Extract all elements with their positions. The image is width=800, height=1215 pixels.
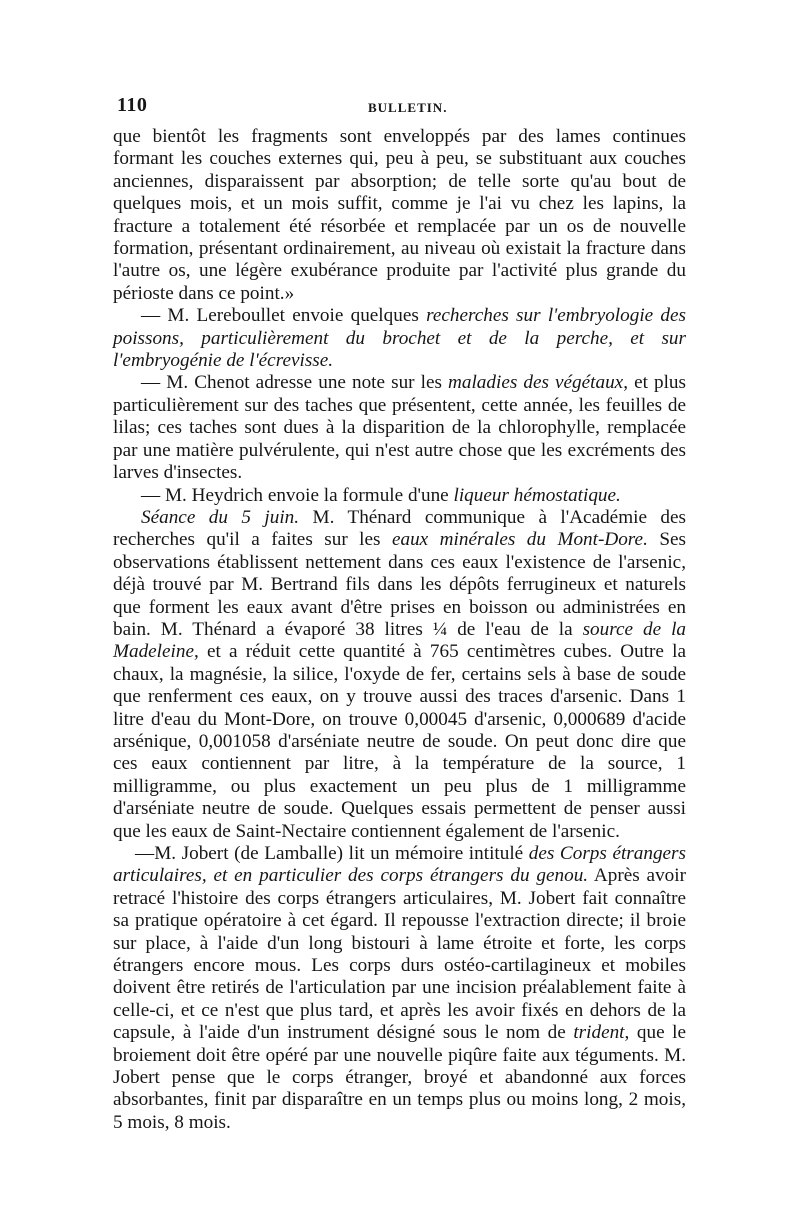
jobert-work-title: des Corps étrangers articulaires, et en particulier des corps étrangers du genou. <box>113 843 686 887</box>
page-number: 110 <box>117 94 148 116</box>
jobert-intro: —M. Jobert (de Lamballe) lit un mémoire intitulé <box>135 843 529 864</box>
heydrich-work-title: liqueur hémostatique. <box>453 484 621 506</box>
lereboullet-work-title: recherches sur l'embryologie des poissons, particulièrement du brochet et de la perche, et sur l'embryogénie de l'écrevisse. <box>113 305 686 372</box>
thenard-body-2: , et a réduit cette quantité à 765 centimètres cubes. Outre la chaux, la magnésie, la silice, l'oxyde de fer, certains sels à base de soude que renferment ces eaux, on y trouve aussi des traces d'arsenic. Dans 1 litre d'eau du Mont-Dore, on trouve 0,00045 d'arsenic, 0,000689 d'acide arsénique, 0,001058 d'arséniate neutre de soude. On peut donc dire que ces eaux contiennent par litre, à la température de la source, 1 milligramme, ou plus exactement un peu plus de 1 milligramme d'arséniate neutre de soude. Quelques essais permettent de penser aussi que les eaux de Saint-Nectaire contiennent également de l'arsenic. <box>113 641 686 842</box>
paragraph-chenot <box>113 372 686 484</box>
lereboullet-intro: — M. Lereboullet envoie quelques <box>141 305 427 327</box>
madeleine-source: source de la Madeleine <box>113 618 686 663</box>
paragraph-seance-thenard <box>113 507 686 843</box>
paragraph-lereboullet <box>113 305 686 372</box>
chenot-body: , et plus particulièrement sur des taches que présentent, cette année, les feuilles de lilas; ces taches sont dues à la disparition de la chlorophylle, remplacée par une matière pulvérulente, qui n'est autre chose que les excréments des larves d'insectes. <box>113 372 686 484</box>
thenard-body-1: Ses observations établissent nettement dans ces eaux l'existence de l'arsenic, déjà trouvé par M. Bertrand fils dans les dépôts ferrugineux et naturels que forment les eaux avant d'être prises en boisson ou administrées en bain. M. Thénard a évaporé 38 litres ¼ de l'eau de la <box>113 529 686 640</box>
book-page <box>113 94 686 1134</box>
paragraph-jobert <box>113 843 686 1134</box>
heydrich-intro: — M. Heydrich envoie la formule d'une <box>141 484 454 506</box>
running-head: BULLETIN. <box>368 100 448 115</box>
page-header <box>113 94 686 126</box>
jobert-body-2: , que le broiement doit être opéré par une nouvelle piqûre faite aux téguments. M. Jobert pense que le corps étranger, broyé et abandonné aux forces absorbantes, finit par disparaître en un temps plus ou moins long, 2 mois, 5 mois, 8 mois. <box>113 1022 686 1133</box>
seance-date: Séance du 5 juin. <box>141 506 300 528</box>
jobert-body-1: Après avoir retracé l'histoire des corps étrangers articulaires, M. Jobert fait connaître sa pratique opératoire à cet égard. Il repousse l'extraction directe; il broie sur place, à l'aide d'un long bistouri à lame étroite et forte, les corps étrangers encore mous. Les corps durs ostéo-cartilagineux et mobiles doivent être retirés de l'articulation par une incision préalablement faite à celle-ci, et ce n'est que plus tard, et après les avoir fixés en dehors de la capsule, à l'aide d'un instrument désigné sous le nom de <box>113 865 686 1044</box>
paragraph-fracture-conclusion: que bientôt les fragments sont enveloppés par des lames continues formant les couches externes qui, peu à peu, se substituant aux couches anciennes, disparaissent par absorption; de telle sorte qu'au bout de quelques mois, et un mois suffit, comme je l'ai vu chez les lapins, la fracture a totalement été résorbée et remplacée par un os de nouvelle formation, présentant ordinairement, au niveau où existait la fracture dans l'autre os, une légère exubérance produite par l'activité plus grande du périoste dans ce point.» <box>113 126 686 304</box>
paragraph-heydrich <box>113 485 686 507</box>
body-text <box>113 126 686 1134</box>
thenard-intro: M. Thénard communique à l'Académie des recherches qu'il a faites sur les <box>113 506 686 551</box>
thenard-work-title: eaux minérales du Mont-Dore. <box>391 529 648 551</box>
chenot-intro: — M. Chenot adresse une note sur les <box>141 372 449 394</box>
trident-term: trident <box>573 1022 625 1044</box>
chenot-work-title: maladies des végétaux <box>448 372 624 394</box>
